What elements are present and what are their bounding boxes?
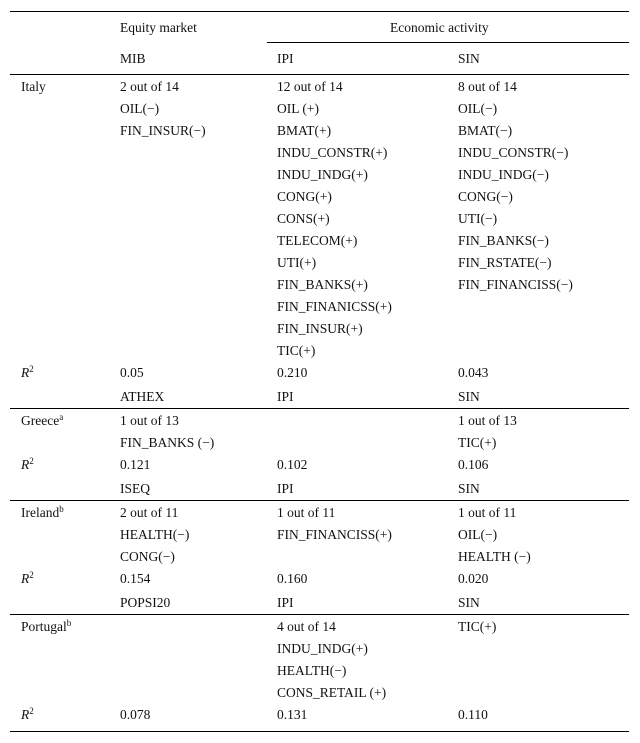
italy-ipi-cell: OIL (+): [277, 101, 319, 116]
italy-sin-cell: INDU_INDG(−): [458, 167, 549, 182]
italy-r2-ipi: 0.210: [277, 365, 308, 380]
italy-ipi-cell: FIN_FINANICSS(+): [277, 299, 392, 314]
ireland-mib-cell: CONG(−): [120, 549, 175, 564]
iseq-column-header: ISEQ: [120, 481, 150, 496]
italy-bottom-rule: [10, 408, 629, 409]
italy-mib-cell: OIL(−): [120, 101, 160, 116]
mib-column-header: MIB: [120, 51, 146, 66]
italy-ipi-cell: TELECOM(+): [277, 233, 358, 248]
portugal-r2-mib: 0.078: [120, 707, 151, 722]
ireland-sin-cell: HEALTH (−): [458, 549, 531, 564]
italy-mib-cell: FIN_INSUR(−): [120, 123, 206, 138]
italy-ipi-cell: UTI(+): [277, 255, 317, 270]
greece-bottom-rule: [10, 500, 629, 501]
sin-column-header: SIN: [458, 51, 480, 66]
r-squared-label: $R^2$: [21, 364, 34, 380]
greece-mib-cell: FIN_BANKS (−): [120, 435, 215, 450]
italy-sin-cell: OIL(−): [458, 101, 498, 116]
ireland-sin-cell: 1 out of 11: [458, 505, 517, 520]
greece-r2-ipi: 0.102: [277, 457, 308, 472]
italy-sin-cell: FIN_RSTATE(−): [458, 255, 552, 270]
ireland-bottom-rule: [10, 614, 629, 615]
greece-sin-cell: 1 out of 13: [458, 413, 517, 428]
r-squared-label: $R^2$: [21, 456, 34, 472]
bottom-rule: [10, 731, 629, 732]
greece-r2-sin: 0.106: [458, 457, 489, 472]
ireland-sin-cell: OIL(−): [458, 527, 498, 542]
italy-ipi-cell: BMAT(+): [277, 123, 332, 138]
sin-column-header: SIN: [458, 595, 480, 610]
ireland-r2-ipi: 0.160: [277, 571, 308, 586]
greece-mib-cell: 1 out of 13: [120, 413, 179, 428]
athex-column-header: ATHEX: [120, 389, 165, 404]
ipi-column-header: IPI: [277, 595, 294, 610]
italy-r2-mib: 0.05: [120, 365, 144, 380]
italy-sin-cell: BMAT(−): [458, 123, 513, 138]
portugal-label: Portugal$^b$: [21, 618, 72, 634]
ipi-column-header: IPI: [277, 481, 294, 496]
portugal-ipi-cell: INDU_INDG(+): [277, 641, 368, 656]
r-squared-label: $R^2$: [21, 706, 34, 722]
ireland-mib-cell: 2 out of 11: [120, 505, 179, 520]
greece-sin-cell: TIC(+): [458, 435, 497, 450]
italy-sin-cell: INDU_CONSTR(−): [458, 145, 569, 160]
header-bottom-rule: [10, 74, 629, 75]
portugal-ipi-cell: 4 out of 14: [277, 619, 336, 634]
sin-column-header: SIN: [458, 389, 480, 404]
italy-ipi-cell: CONS(+): [277, 211, 330, 226]
italy-ipi-cell: CONG(+): [277, 189, 332, 204]
italy-ipi-cell: FIN_BANKS(+): [277, 277, 368, 292]
greece-label: Greece$^a$: [21, 412, 64, 428]
ireland-r2-sin: 0.020: [458, 571, 489, 586]
italy-mib-cell: 2 out of 14: [120, 79, 179, 94]
portugal-sin-cell: TIC(+): [458, 619, 497, 634]
ireland-label: Ireland$^b$: [21, 504, 64, 520]
top-rule: [10, 11, 629, 12]
r-squared-label: $R^2$: [21, 570, 34, 586]
italy-ipi-cell: 12 out of 14: [277, 79, 343, 94]
italy-sin-cell: 8 out of 14: [458, 79, 517, 94]
ireland-r2-mib: 0.154: [120, 571, 151, 586]
italy-ipi-cell: TIC(+): [277, 343, 316, 358]
ireland-mib-cell: HEALTH(−): [120, 527, 190, 542]
ipi-column-header: IPI: [277, 389, 294, 404]
popsi20-column-header: POPSI20: [120, 595, 171, 610]
italy-sin-cell: CONG(−): [458, 189, 513, 204]
italy-sin-cell: FIN_FINANCISS(−): [458, 277, 573, 292]
portugal-ipi-cell: CONS_RETAIL (+): [277, 685, 387, 700]
equity-market-heading: Equity market: [120, 20, 197, 35]
ireland-ipi-cell: 1 out of 11: [277, 505, 336, 520]
ireland-ipi-cell: FIN_FINANCISS(+): [277, 527, 392, 542]
greece-r2-mib: 0.121: [120, 457, 151, 472]
economic-activity-heading: Economic activity: [390, 20, 489, 35]
italy-label: Italy: [21, 79, 46, 94]
italy-sin-cell: UTI(−): [458, 211, 498, 226]
portugal-r2-sin: 0.110: [458, 707, 488, 722]
sin-column-header: SIN: [458, 481, 480, 496]
italy-ipi-cell: FIN_INSUR(+): [277, 321, 363, 336]
ipi-column-header: IPI: [277, 51, 294, 66]
italy-ipi-cell: INDU_CONSTR(+): [277, 145, 388, 160]
italy-r2-sin: 0.043: [458, 365, 489, 380]
italy-ipi-cell: INDU_INDG(+): [277, 167, 368, 182]
economic-activity-underline: [267, 42, 629, 43]
portugal-ipi-cell: HEALTH(−): [277, 663, 347, 678]
italy-sin-cell: FIN_BANKS(−): [458, 233, 549, 248]
portugal-r2-ipi: 0.131: [277, 707, 308, 722]
